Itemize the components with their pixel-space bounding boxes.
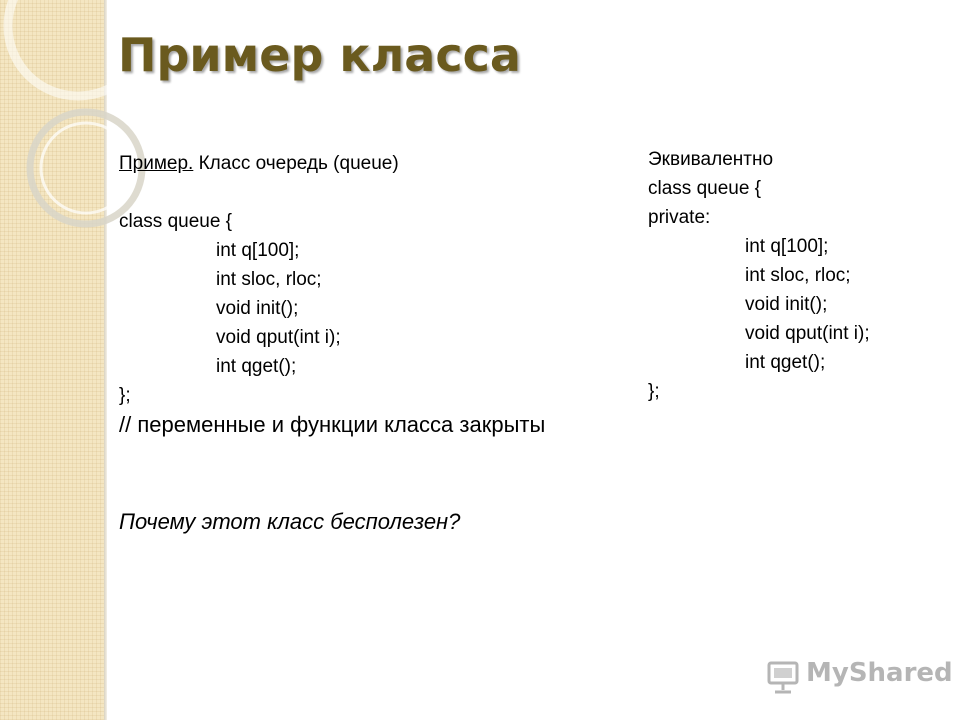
watermark-text: MyShared xyxy=(806,658,953,688)
right-member: int sloc, rloc; xyxy=(745,265,851,286)
intro-line xyxy=(119,149,399,178)
right-class-open: class queue { xyxy=(648,178,762,199)
right-member: int q[100]; xyxy=(745,236,829,257)
comment-line: // переменные и функции класса закрыты xyxy=(119,412,546,437)
left-member: int sloc, rloc; xyxy=(216,269,322,290)
right-member: void qput(int i); xyxy=(745,323,870,344)
watermark-logo xyxy=(766,654,953,696)
left-member: int q[100]; xyxy=(216,240,300,261)
left-member: void qput(int i); xyxy=(216,327,341,348)
left-member: void init(); xyxy=(216,298,299,319)
right-class-close: }; xyxy=(648,381,660,402)
intro-label: Пример. xyxy=(119,153,194,174)
access-specifier: private: xyxy=(648,207,711,228)
left-member: int qget(); xyxy=(216,356,297,377)
intro-text: Класс очередь (queue) xyxy=(193,153,399,174)
right-member: void init(); xyxy=(745,294,828,315)
slide-title: Пример класса xyxy=(118,28,521,82)
projector-screen-icon xyxy=(766,660,802,696)
right-member: int qget(); xyxy=(745,352,826,373)
equivalent-heading: Эквивалентно xyxy=(648,149,774,170)
question-line: Почему этот класс бесполезен? xyxy=(119,509,461,534)
left-class-close: }; xyxy=(119,385,131,406)
left-class-open: class queue { xyxy=(119,211,233,232)
